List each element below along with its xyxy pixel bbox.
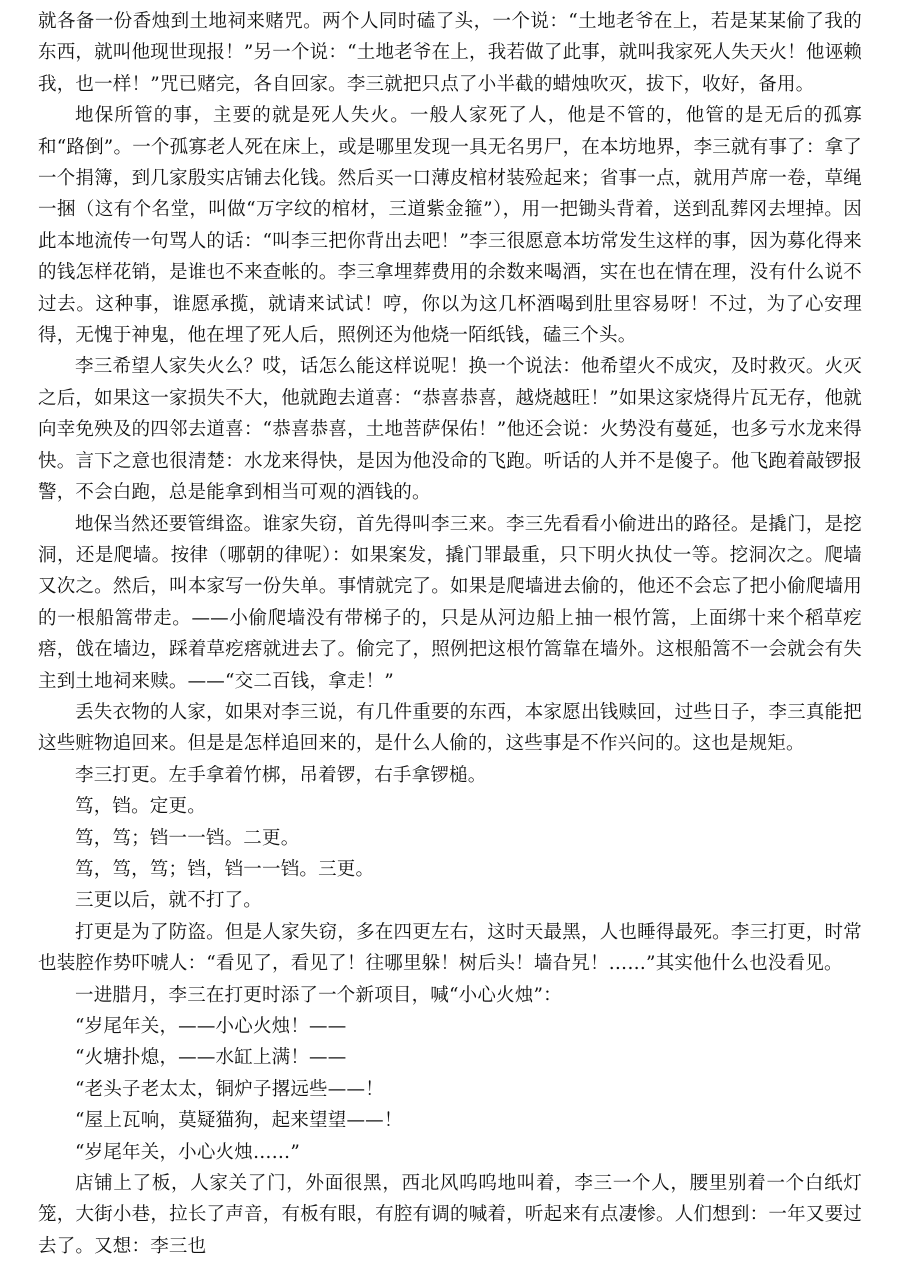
verse-line: “岁尾年关，小心火烛……” [75,1141,301,1163]
paragraph: 笃，笃，笃；铛，铛一一铛。三更。 [75,858,375,880]
verse-line: “屋上瓦响，莫疑猫狗，起来望望——！ [75,1110,403,1132]
paragraph: 就各备一份香烛到土地祠来赌咒。两个人同时磕了头，一个说：“土地老爷在上，若是某某偷了我的东西，就叫他现世现报！”另一个说：“土地老爷在上，我若做了此事，就叫我家死人失天火！他诬赖我，也一样！”咒已赌完，各自回家。李三就把只点了小半截的蜡烛吹灭，拔下，收好，备用。 [38,11,862,95]
verse-line: “火塘扑熄，——水缸上满！—— [75,1047,347,1069]
paragraph: 地保当然还要管缉盗。谁家失窃，首先得叫李三来。李三先看看小偷进出的路径。是撬门，是挖洞，还是爬墙。按律（哪朝的律呢）：如果案发，撬门罪最重，只下明火执仗一等。挖洞次之。爬墙又次之。然后，叫本家写一份失单。事情就完了。如果是爬墙进去偷的，他还不会忘了把小偷爬墙用的一根船篙带走。——小偷爬墙没有带梯子的，只是从河边船上抽一根竹篙，上面绑十来个稻草疙瘩，戗在墙边，踩着草疙瘩就进去了。偷完了，照例把这根竹篙靠在墙外。这根船篙不一会就会有失主到土地祠来赎。——“交二百钱，拿走！” [38,513,862,692]
paragraph: 笃，笃；铛一一铛。二更。 [75,827,300,849]
paragraph: 李三希望人家失火么？哎，话怎么能这样说呢！换一个说法：他希望火不成灾，及时救灭。火灭之后，如果这一家损失不大，他就跑去道喜：“恭喜恭喜，越烧越旺！”如果这家烧得片瓦无存，他就向幸免殃及的四邻去道喜：“恭喜恭喜，土地菩萨保佑！”他还会说：火势没有蔓延，也多亏水龙来得快。言下之意也很清楚：水龙来得快，是因为他没命的飞跑。听话的人并不是傻子。他飞跑着敲锣报警，不会白跑，总是能拿到相当可观的酒钱的。 [38,356,862,504]
paragraph: 一进腊月，李三在打更时添了一个新项目，喊“小心火烛”： [75,984,562,1006]
paragraph: 地保所管的事，主要的就是死人失火。一般人家死了人，他是不管的，他管的是无后的孤寡和“路倒”。一个孤寡老人死在床上，或是哪里发现一具无名男尸，在本坊地界，李三就有事了：拿了一个捐簿，到几家殷实店铺去化钱。然后买一口薄皮棺材装殓起来；省事一点，就用芦席一卷，草绳一捆（这有个名堂，叫做“万字纹的棺材，三道紫金箍”），用一把锄头背着，送到乱葬冈去埋掉。因此本地流传一句骂人的话：“叫李三把你背出去吧！”李三很愿意本坊常发生这样的事，因为募化得来的钱怎样花销，是谁也不来查帐的。李三拿埋葬费用的余数来喝酒，实在也在情在理，没有什么说不过去。这种事，谁愿承揽，就请来试试！哼，你以为这几杯酒喝到肚里容易呀！不过，为了心安理得，无愧于神鬼，他在埋了死人后，照例还为他烧一陌纸钱，磕三个头。 [38,105,862,347]
paragraph: 李三打更。左手拿着竹梆，吊着锣，右手拿锣槌。 [75,764,487,786]
verse-line: “岁尾年关，——小心火烛！—— [75,1016,347,1037]
paragraph: 店铺上了板，人家关了门，外面很黑，西北风呜呜地叫着，李三一个人，腰里别着一个白纸灯笼，大街小巷，拉长了声音，有板有眼，有腔有调的喊着，听起来有点凄惨。人们想到：一年又要过去了。又想：李三也 [38,1173,862,1257]
paragraph: 笃，铛。定更。 [75,796,206,818]
paragraph: 丢失衣物的人家，如果对李三说，有几件重要的东西，本家愿出钱赎回，过些日子，李三真能把这些赃物追回来。但是是怎样追回来的，是什么人偷的，这些事是不作兴问的。这也是规矩。 [38,701,862,755]
paragraph: 三更以后，就不打了。 [75,890,263,912]
paragraph: 打更是为了防盗。但是人家失窃，多在四更左右，这时天最黑，人也睡得最死。李三打更，时常也装腔作势吓唬人：“看见了，看见了！往哪里躲！树后头！墙旮旯！……”其实他什么也没看见。 [38,921,862,975]
verse-line: “老头子老太太，铜炉子撂远些——！ [75,1078,384,1100]
